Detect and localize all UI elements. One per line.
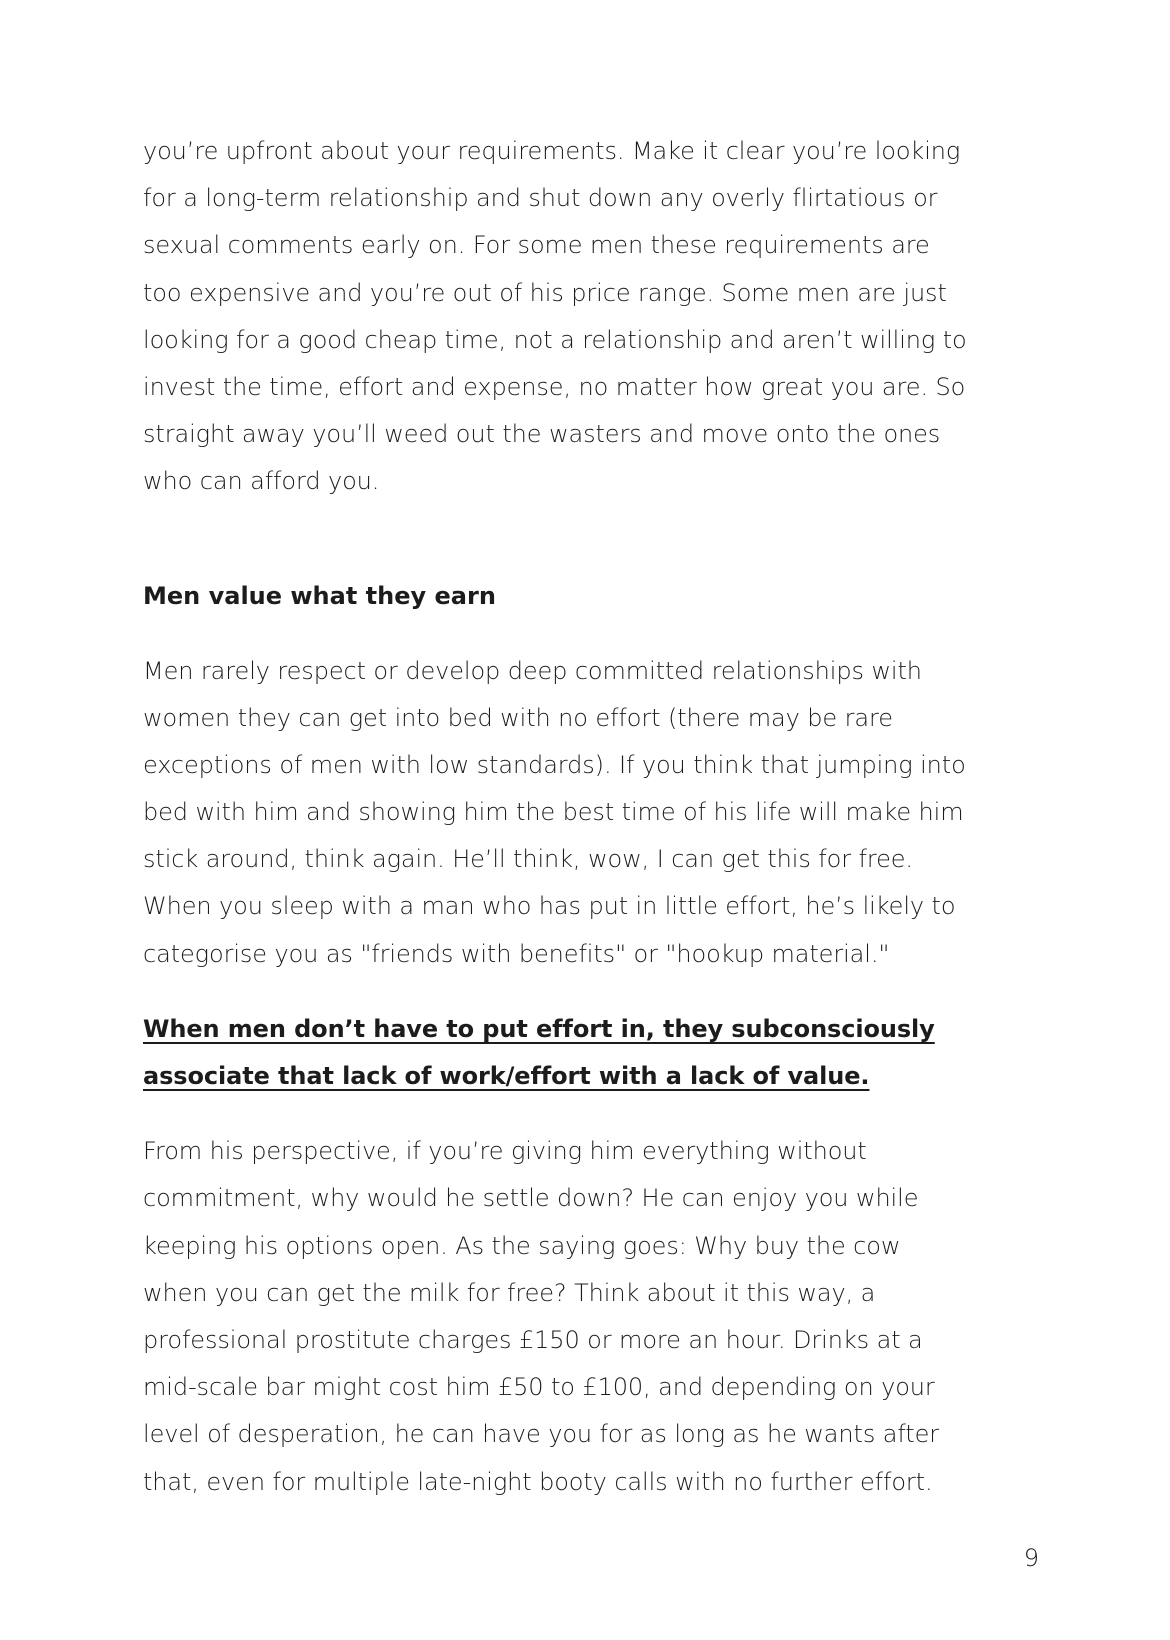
- spacer: [143, 612, 1043, 648]
- paragraph-requirements: [143, 128, 1043, 506]
- text-line: invest the time, effort and expense, no matter how great you are. So: [143, 372, 966, 401]
- text-line: that, even for multiple late-night booty calls with no further effort.: [143, 1467, 933, 1496]
- text-line: level of desperation, he can have you for as long as he wants after: [143, 1420, 940, 1449]
- text-line: bed with him and showing him the best time of his life will make him: [143, 798, 964, 827]
- spacer: [143, 978, 1043, 1006]
- text-line: for a long-term relationship and shut down any overly flirtatious or: [143, 184, 938, 213]
- paragraph-men-value: [143, 648, 1043, 978]
- text-line: professional prostitute charges £150 or more an hour. Drinks at a: [143, 1325, 923, 1354]
- text-line: When you sleep with a man who has put in little effort, he’s likely to: [143, 892, 956, 921]
- emphasis-statement: [143, 1006, 1043, 1100]
- text-line: commitment, why would he settle down? He can enjoy you while: [143, 1184, 919, 1213]
- text-line: categorise you as "friends with benefits" or "hookup material.": [143, 939, 890, 968]
- spacer: [143, 1100, 1043, 1128]
- text-line: From his perspective, if you’re giving him everything without: [143, 1137, 867, 1166]
- text-line: sexual comments early on. For some men these requirements are: [143, 231, 930, 260]
- text-line: who can afford you.: [143, 467, 380, 496]
- text-line: too expensive and you’re out of his price range. Some men are just: [143, 278, 947, 307]
- text-line: exceptions of men with low standards). If you think that jumping into: [143, 750, 966, 779]
- text-line: Men rarely respect or develop deep committed relationships with: [143, 656, 922, 685]
- text-line: keeping his options open. As the saying goes: Why buy the cow: [143, 1231, 901, 1260]
- text-line: when you can get the milk for free? Think about it this way, a: [143, 1278, 876, 1307]
- spacer: [143, 506, 1043, 580]
- section-heading: Men value what they earn: [143, 581, 496, 610]
- emphasis-line: When men don’t have to put effort in, they subconsciously: [143, 1014, 935, 1043]
- page-content: [143, 128, 1043, 1506]
- text-line: women they can get into bed with no effort (there may be rare: [143, 703, 893, 732]
- text-line: stick around, think again. He’ll think, wow, I can get this for free.: [143, 845, 913, 874]
- text-line: you’re upfront about your requirements. Make it clear you’re looking: [143, 137, 961, 165]
- text-line: mid-scale bar might cost him £50 to £100, and depending on your: [143, 1373, 935, 1402]
- text-line: straight away you’ll weed out the wasters and move onto the ones: [143, 420, 941, 449]
- emphasis-line: associate that lack of work/effort with a lack of value.: [143, 1062, 870, 1090]
- text-line: looking for a good cheap time, not a relationship and aren’t willing to: [143, 325, 967, 354]
- paragraph-perspective: [143, 1128, 1043, 1506]
- page-number: 9: [1023, 1544, 1039, 1572]
